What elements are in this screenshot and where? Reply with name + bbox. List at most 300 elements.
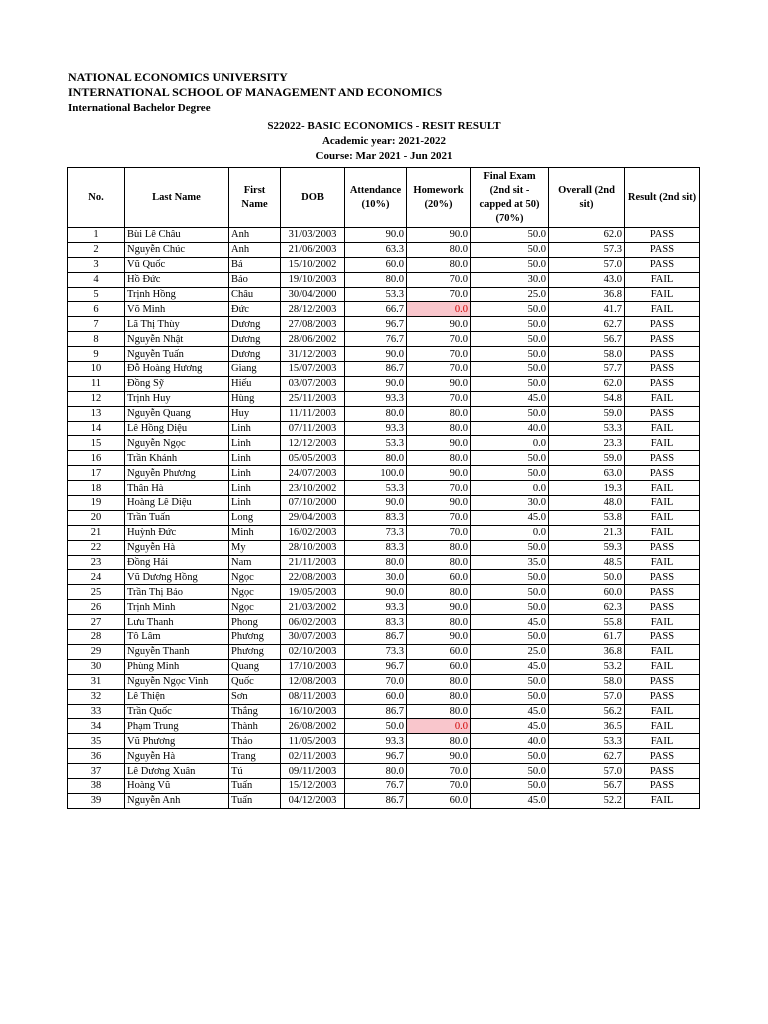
cell-overall: 54.8 [549, 391, 625, 406]
cell-final-exam: 50.0 [471, 749, 549, 764]
cell-first-name: Hiếu [229, 376, 281, 391]
table-row [68, 302, 700, 317]
cell-last-name: Trịnh Minh [125, 600, 229, 615]
cell-dob: 04/12/2003 [281, 793, 345, 808]
cell-final-exam: 50.0 [471, 362, 549, 377]
cell-final-exam: 45.0 [471, 391, 549, 406]
cell-attendance: 70.0 [345, 674, 407, 689]
cell-final-exam: 50.0 [471, 570, 549, 585]
table-row [68, 228, 700, 243]
table-row [68, 749, 700, 764]
cell-overall: 19.3 [549, 481, 625, 496]
table-row [68, 406, 700, 421]
cell-last-name: Thân Hà [125, 481, 229, 496]
table-row [68, 376, 700, 391]
cell-no: 15 [68, 436, 125, 451]
cell-dob: 28/06/2002 [281, 332, 345, 347]
cell-attendance: 86.7 [345, 362, 407, 377]
cell-homework: 0.0 [407, 302, 471, 317]
cell-no: 28 [68, 630, 125, 645]
cell-first-name: Phương [229, 644, 281, 659]
cell-dob: 28/10/2003 [281, 540, 345, 555]
cell-first-name: Tú [229, 764, 281, 779]
cell-overall: 56.2 [549, 704, 625, 719]
column-header-last-name: Last Name [125, 168, 229, 228]
cell-attendance: 90.0 [345, 496, 407, 511]
cell-dob: 05/05/2003 [281, 451, 345, 466]
cell-result: PASS [625, 347, 700, 362]
cell-final-exam: 30.0 [471, 272, 549, 287]
table-row [68, 421, 700, 436]
cell-no: 30 [68, 659, 125, 674]
cell-first-name: Hùng [229, 391, 281, 406]
cell-homework: 80.0 [407, 540, 471, 555]
cell-overall: 57.3 [549, 242, 625, 257]
cell-attendance: 86.7 [345, 704, 407, 719]
cell-final-exam: 0.0 [471, 525, 549, 540]
column-header-homework: Homework (20%) [407, 168, 471, 228]
cell-attendance: 80.0 [345, 451, 407, 466]
table-row [68, 630, 700, 645]
cell-final-exam: 50.0 [471, 585, 549, 600]
cell-last-name: Võ Minh [125, 302, 229, 317]
cell-result: FAIL [625, 481, 700, 496]
cell-last-name: Đỗ Hoàng Hương [125, 362, 229, 377]
cell-first-name: Nam [229, 555, 281, 570]
cell-no: 12 [68, 391, 125, 406]
cell-first-name: Châu [229, 287, 281, 302]
cell-result: PASS [625, 362, 700, 377]
cell-attendance: 93.3 [345, 600, 407, 615]
cell-dob: 23/10/2002 [281, 481, 345, 496]
cell-final-exam: 45.0 [471, 704, 549, 719]
cell-result: FAIL [625, 287, 700, 302]
cell-first-name: Thảo [229, 734, 281, 749]
cell-last-name: Nguyễn Quang [125, 406, 229, 421]
cell-last-name: Trịnh Huy [125, 391, 229, 406]
cell-overall: 36.8 [549, 644, 625, 659]
cell-final-exam: 50.0 [471, 332, 549, 347]
cell-result: PASS [625, 376, 700, 391]
cell-first-name: Linh [229, 436, 281, 451]
cell-result: PASS [625, 585, 700, 600]
cell-overall: 62.3 [549, 600, 625, 615]
cell-dob: 31/03/2003 [281, 228, 345, 243]
cell-attendance: 60.0 [345, 257, 407, 272]
table-row [68, 391, 700, 406]
cell-first-name: Tuấn [229, 778, 281, 793]
cell-result: PASS [625, 466, 700, 481]
cell-final-exam: 50.0 [471, 540, 549, 555]
cell-homework: 90.0 [407, 630, 471, 645]
cell-homework: 80.0 [407, 674, 471, 689]
cell-dob: 11/05/2003 [281, 734, 345, 749]
table-row [68, 540, 700, 555]
cell-attendance: 90.0 [345, 585, 407, 600]
cell-no: 7 [68, 317, 125, 332]
cell-last-name: Trần Thị Bảo [125, 585, 229, 600]
cell-homework: 90.0 [407, 749, 471, 764]
cell-no: 29 [68, 644, 125, 659]
cell-homework: 90.0 [407, 228, 471, 243]
cell-attendance: 53.3 [345, 436, 407, 451]
cell-final-exam: 40.0 [471, 734, 549, 749]
cell-overall: 62.7 [549, 749, 625, 764]
cell-result: FAIL [625, 793, 700, 808]
cell-final-exam: 50.0 [471, 347, 549, 362]
cell-result: PASS [625, 600, 700, 615]
cell-homework: 80.0 [407, 555, 471, 570]
cell-result: FAIL [625, 391, 700, 406]
cell-dob: 16/02/2003 [281, 525, 345, 540]
cell-final-exam: 45.0 [471, 793, 549, 808]
cell-attendance: 86.7 [345, 793, 407, 808]
cell-last-name: Lê Thiện [125, 689, 229, 704]
cell-attendance: 73.3 [345, 644, 407, 659]
cell-no: 34 [68, 719, 125, 734]
cell-dob: 25/11/2003 [281, 391, 345, 406]
cell-dob: 12/12/2003 [281, 436, 345, 451]
column-header-attendance: Attendance (10%) [345, 168, 407, 228]
cell-no: 38 [68, 778, 125, 793]
cell-last-name: Phùng Minh [125, 659, 229, 674]
cell-overall: 23.3 [549, 436, 625, 451]
cell-homework: 80.0 [407, 406, 471, 421]
cell-attendance: 100.0 [345, 466, 407, 481]
cell-last-name: Nguyễn Anh [125, 793, 229, 808]
cell-dob: 15/12/2003 [281, 778, 345, 793]
cell-result: FAIL [625, 704, 700, 719]
cell-homework: 70.0 [407, 481, 471, 496]
cell-no: 23 [68, 555, 125, 570]
cell-first-name: Linh [229, 421, 281, 436]
cell-attendance: 80.0 [345, 555, 407, 570]
cell-attendance: 80.0 [345, 272, 407, 287]
cell-first-name: Linh [229, 496, 281, 511]
table-row [68, 570, 700, 585]
cell-overall: 59.0 [549, 451, 625, 466]
cell-first-name: Linh [229, 466, 281, 481]
cell-overall: 36.8 [549, 287, 625, 302]
cell-last-name: Phạm Trung [125, 719, 229, 734]
cell-dob: 21/11/2003 [281, 555, 345, 570]
cell-homework: 80.0 [407, 451, 471, 466]
table-row [68, 466, 700, 481]
cell-result: FAIL [625, 555, 700, 570]
program-name: International Bachelor Degree [68, 102, 211, 114]
cell-no: 39 [68, 793, 125, 808]
cell-no: 20 [68, 510, 125, 525]
table-row [68, 719, 700, 734]
cell-result: PASS [625, 317, 700, 332]
cell-homework: 70.0 [407, 510, 471, 525]
table-row [68, 704, 700, 719]
cell-attendance: 86.7 [345, 630, 407, 645]
cell-result: FAIL [625, 719, 700, 734]
cell-attendance: 76.7 [345, 778, 407, 793]
cell-final-exam: 50.0 [471, 764, 549, 779]
cell-homework: 70.0 [407, 287, 471, 302]
cell-no: 33 [68, 704, 125, 719]
cell-last-name: Nguyễn Hà [125, 749, 229, 764]
cell-first-name: Đức [229, 302, 281, 317]
cell-first-name: Anh [229, 242, 281, 257]
table-row [68, 585, 700, 600]
cell-first-name: Thành [229, 719, 281, 734]
cell-result: PASS [625, 764, 700, 779]
cell-overall: 60.0 [549, 585, 625, 600]
cell-last-name: Hoàng Lê Diệu [125, 496, 229, 511]
cell-attendance: 63.3 [345, 242, 407, 257]
cell-first-name: Long [229, 510, 281, 525]
table-row [68, 362, 700, 377]
cell-dob: 02/11/2003 [281, 749, 345, 764]
cell-no: 35 [68, 734, 125, 749]
cell-homework: 90.0 [407, 436, 471, 451]
cell-last-name: Nguyễn Ngọc [125, 436, 229, 451]
results-table [67, 167, 700, 809]
cell-overall: 57.7 [549, 362, 625, 377]
cell-final-exam: 50.0 [471, 466, 549, 481]
cell-final-exam: 50.0 [471, 257, 549, 272]
cell-first-name: Minh [229, 525, 281, 540]
cell-dob: 31/12/2003 [281, 347, 345, 362]
cell-overall: 41.7 [549, 302, 625, 317]
cell-result: FAIL [625, 436, 700, 451]
cell-dob: 06/02/2003 [281, 615, 345, 630]
cell-overall: 48.0 [549, 496, 625, 511]
cell-last-name: Nguyễn Ngọc Vinh [125, 674, 229, 689]
table-row [68, 272, 700, 287]
table-row [68, 481, 700, 496]
cell-result: PASS [625, 242, 700, 257]
cell-homework: 70.0 [407, 332, 471, 347]
table-row [68, 674, 700, 689]
cell-first-name: Quốc [229, 674, 281, 689]
cell-last-name: Nguyễn Phương [125, 466, 229, 481]
cell-dob: 03/07/2003 [281, 376, 345, 391]
cell-final-exam: 50.0 [471, 674, 549, 689]
table-row [68, 644, 700, 659]
column-header-final-exam: Final Exam (2nd sit - capped at 50) (70%) [471, 168, 549, 228]
course-period: Course: Mar 2021 - Jun 2021 [315, 150, 453, 162]
cell-last-name: Vũ Phương [125, 734, 229, 749]
cell-first-name: Ngọc [229, 570, 281, 585]
cell-last-name: Nguyễn Thanh [125, 644, 229, 659]
table-row [68, 689, 700, 704]
cell-final-exam: 50.0 [471, 600, 549, 615]
cell-final-exam: 50.0 [471, 778, 549, 793]
cell-last-name: Hoàng Vũ [125, 778, 229, 793]
cell-first-name: Dương [229, 332, 281, 347]
cell-dob: 21/03/2002 [281, 600, 345, 615]
cell-result: FAIL [625, 510, 700, 525]
cell-attendance: 90.0 [345, 376, 407, 391]
cell-homework: 90.0 [407, 466, 471, 481]
cell-no: 21 [68, 525, 125, 540]
cell-attendance: 30.0 [345, 570, 407, 585]
cell-overall: 43.0 [549, 272, 625, 287]
cell-homework: 60.0 [407, 644, 471, 659]
cell-homework: 60.0 [407, 570, 471, 585]
document-title: S22022- BASIC ECONOMICS - RESIT RESULT [267, 120, 501, 132]
cell-homework: 70.0 [407, 778, 471, 793]
cell-overall: 57.0 [549, 689, 625, 704]
cell-first-name: Phương [229, 630, 281, 645]
cell-homework: 80.0 [407, 734, 471, 749]
academic-year: Academic year: 2021-2022 [321, 135, 447, 147]
table-header-row [68, 168, 700, 228]
column-header-overall: Overall (2nd sit) [549, 168, 625, 228]
cell-result: FAIL [625, 659, 700, 674]
cell-no: 8 [68, 332, 125, 347]
cell-last-name: Huỳnh Đức [125, 525, 229, 540]
cell-overall: 62.0 [549, 376, 625, 391]
table-row [68, 496, 700, 511]
cell-overall: 62.7 [549, 317, 625, 332]
cell-last-name: Lê Dương Xuân [125, 764, 229, 779]
cell-attendance: 96.7 [345, 749, 407, 764]
cell-final-exam: 45.0 [471, 615, 549, 630]
cell-attendance: 83.3 [345, 510, 407, 525]
cell-attendance: 90.0 [345, 347, 407, 362]
cell-no: 16 [68, 451, 125, 466]
cell-overall: 21.3 [549, 525, 625, 540]
table-row [68, 436, 700, 451]
cell-dob: 19/10/2003 [281, 272, 345, 287]
cell-overall: 58.0 [549, 674, 625, 689]
cell-result: PASS [625, 689, 700, 704]
cell-result: FAIL [625, 302, 700, 317]
cell-final-exam: 50.0 [471, 451, 549, 466]
cell-homework: 70.0 [407, 362, 471, 377]
cell-result: PASS [625, 674, 700, 689]
cell-last-name: Vũ Dương Hồng [125, 570, 229, 585]
cell-last-name: Trần Quốc [125, 704, 229, 719]
cell-attendance: 76.7 [345, 332, 407, 347]
cell-attendance: 90.0 [345, 228, 407, 243]
cell-final-exam: 50.0 [471, 630, 549, 645]
cell-final-exam: 35.0 [471, 555, 549, 570]
cell-last-name: Nguyễn Hà [125, 540, 229, 555]
cell-first-name: Dương [229, 347, 281, 362]
cell-homework: 80.0 [407, 257, 471, 272]
cell-homework: 90.0 [407, 600, 471, 615]
cell-final-exam: 50.0 [471, 228, 549, 243]
cell-no: 3 [68, 257, 125, 272]
cell-dob: 26/08/2002 [281, 719, 345, 734]
cell-no: 22 [68, 540, 125, 555]
table-row [68, 764, 700, 779]
cell-attendance: 60.0 [345, 689, 407, 704]
cell-attendance: 80.0 [345, 406, 407, 421]
column-header-no: No. [68, 168, 125, 228]
cell-attendance: 50.0 [345, 719, 407, 734]
cell-first-name: Sơn [229, 689, 281, 704]
cell-final-exam: 40.0 [471, 421, 549, 436]
table-row [68, 659, 700, 674]
cell-dob: 12/08/2003 [281, 674, 345, 689]
cell-overall: 50.0 [549, 570, 625, 585]
cell-result: PASS [625, 749, 700, 764]
cell-first-name: Ngọc [229, 600, 281, 615]
cell-final-exam: 45.0 [471, 659, 549, 674]
cell-last-name: Trần Tuấn [125, 510, 229, 525]
cell-no: 26 [68, 600, 125, 615]
cell-dob: 29/04/2003 [281, 510, 345, 525]
cell-final-exam: 0.0 [471, 481, 549, 496]
cell-first-name: Giang [229, 362, 281, 377]
cell-overall: 55.8 [549, 615, 625, 630]
cell-attendance: 73.3 [345, 525, 407, 540]
cell-first-name: Linh [229, 451, 281, 466]
cell-overall: 62.0 [549, 228, 625, 243]
cell-first-name: Anh [229, 228, 281, 243]
cell-result: FAIL [625, 734, 700, 749]
cell-homework: 80.0 [407, 615, 471, 630]
cell-final-exam: 50.0 [471, 689, 549, 704]
cell-final-exam: 50.0 [471, 406, 549, 421]
cell-final-exam: 50.0 [471, 302, 549, 317]
table-row [68, 555, 700, 570]
cell-overall: 53.2 [549, 659, 625, 674]
cell-result: FAIL [625, 644, 700, 659]
table-row [68, 510, 700, 525]
cell-no: 36 [68, 749, 125, 764]
cell-homework: 70.0 [407, 272, 471, 287]
table-row [68, 793, 700, 808]
cell-no: 18 [68, 481, 125, 496]
cell-dob: 21/06/2003 [281, 242, 345, 257]
cell-dob: 11/11/2003 [281, 406, 345, 421]
cell-result: PASS [625, 778, 700, 793]
cell-dob: 30/04/2000 [281, 287, 345, 302]
table-row [68, 347, 700, 362]
cell-homework: 80.0 [407, 585, 471, 600]
cell-attendance: 83.3 [345, 615, 407, 630]
cell-homework: 90.0 [407, 376, 471, 391]
table-row [68, 317, 700, 332]
cell-final-exam: 45.0 [471, 510, 549, 525]
cell-homework: 80.0 [407, 242, 471, 257]
cell-attendance: 93.3 [345, 734, 407, 749]
cell-first-name: My [229, 540, 281, 555]
cell-first-name: Huy [229, 406, 281, 421]
cell-last-name: Lê Hồng Diệu [125, 421, 229, 436]
cell-dob: 16/10/2003 [281, 704, 345, 719]
cell-no: 2 [68, 242, 125, 257]
cell-overall: 58.0 [549, 347, 625, 362]
cell-first-name: Thắng [229, 704, 281, 719]
table-row [68, 615, 700, 630]
cell-dob: 15/10/2002 [281, 257, 345, 272]
cell-last-name: Đồng Sỹ [125, 376, 229, 391]
cell-overall: 53.3 [549, 734, 625, 749]
cell-overall: 63.0 [549, 466, 625, 481]
cell-first-name: Quang [229, 659, 281, 674]
cell-dob: 22/08/2003 [281, 570, 345, 585]
cell-no: 10 [68, 362, 125, 377]
cell-result: PASS [625, 228, 700, 243]
cell-final-exam: 50.0 [471, 376, 549, 391]
cell-attendance: 66.7 [345, 302, 407, 317]
cell-no: 19 [68, 496, 125, 511]
cell-overall: 61.7 [549, 630, 625, 645]
table-row [68, 600, 700, 615]
cell-dob: 17/10/2003 [281, 659, 345, 674]
cell-homework: 70.0 [407, 525, 471, 540]
cell-overall: 48.5 [549, 555, 625, 570]
